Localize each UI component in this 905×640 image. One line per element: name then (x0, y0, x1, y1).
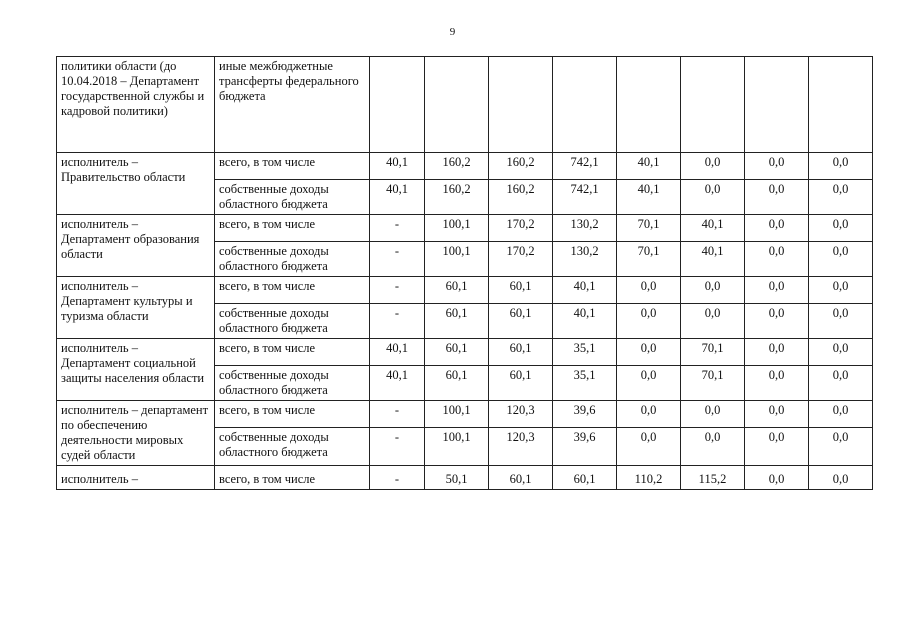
value-cell: 70,1 (681, 366, 745, 401)
table-row (57, 466, 873, 490)
value-cell: 60,1 (425, 366, 489, 401)
value-cell: 742,1 (553, 153, 617, 180)
source-cell: всего, в том числе (215, 153, 370, 180)
executor-cell: исполнитель – Департамент социальной защиты населения области (57, 339, 215, 401)
value-cell: 40,1 (370, 180, 425, 215)
value-cell: 40,1 (370, 339, 425, 366)
value-cell: 0,0 (809, 242, 873, 277)
value-cell: 0,0 (745, 428, 809, 466)
executor-cell: исполнитель – Департамент культуры и туризма области (57, 277, 215, 339)
value-cell: - (370, 242, 425, 277)
value-cell: 0,0 (617, 339, 681, 366)
value-cell: 160,2 (425, 153, 489, 180)
source-cell: всего, в том числе (215, 215, 370, 242)
value-cell: 0,0 (745, 215, 809, 242)
source-cell: всего, в том числе (215, 466, 370, 490)
value-cell (553, 57, 617, 153)
value-cell: 0,0 (745, 277, 809, 304)
value-cell: 60,1 (489, 304, 553, 339)
value-cell: 0,0 (617, 304, 681, 339)
value-cell: 110,2 (617, 466, 681, 490)
value-cell: 0,0 (681, 304, 745, 339)
source-cell: всего, в том числе (215, 339, 370, 366)
table-row (57, 277, 873, 304)
value-cell: 40,1 (681, 242, 745, 277)
value-cell: 130,2 (553, 215, 617, 242)
source-cell: собственные доходы областного бюджета (215, 180, 370, 215)
value-cell: 170,2 (489, 242, 553, 277)
value-cell: 0,0 (617, 277, 681, 304)
value-cell: 0,0 (745, 339, 809, 366)
value-cell: 0,0 (617, 366, 681, 401)
value-cell: 160,2 (489, 180, 553, 215)
value-cell: 0,0 (681, 180, 745, 215)
value-cell: 39,6 (553, 428, 617, 466)
value-cell: 70,1 (617, 215, 681, 242)
value-cell: 120,3 (489, 428, 553, 466)
value-cell: 0,0 (681, 401, 745, 428)
value-cell: 0,0 (809, 277, 873, 304)
table-row (57, 57, 873, 153)
value-cell (809, 57, 873, 153)
value-cell: 0,0 (745, 304, 809, 339)
value-cell: 60,1 (425, 339, 489, 366)
source-cell: собственные доходы областного бюджета (215, 242, 370, 277)
page-number: 9 (449, 26, 456, 38)
value-cell: 40,1 (617, 180, 681, 215)
value-cell: 120,3 (489, 401, 553, 428)
source-cell: собственные доходы областного бюджета (215, 304, 370, 339)
value-cell: 60,1 (489, 366, 553, 401)
value-cell: 0,0 (809, 304, 873, 339)
value-cell: 0,0 (617, 401, 681, 428)
value-cell: 39,6 (553, 401, 617, 428)
value-cell: - (370, 304, 425, 339)
value-cell: 0,0 (809, 401, 873, 428)
value-cell: 0,0 (745, 180, 809, 215)
source-cell: собственные доходы областного бюджета (215, 366, 370, 401)
value-cell: 0,0 (745, 466, 809, 490)
value-cell: 40,1 (553, 304, 617, 339)
value-cell: 0,0 (809, 466, 873, 490)
value-cell: 40,1 (370, 366, 425, 401)
value-cell: 130,2 (553, 242, 617, 277)
table-row (57, 401, 873, 428)
value-cell: 0,0 (809, 339, 873, 366)
value-cell: 70,1 (617, 242, 681, 277)
executor-cell: исполнитель – департамент по обеспечению деятельности мировых судей области (57, 401, 215, 466)
value-cell: - (370, 277, 425, 304)
value-cell (681, 57, 745, 153)
value-cell: - (370, 428, 425, 466)
value-cell: 40,1 (681, 215, 745, 242)
source-cell: всего, в том числе (215, 277, 370, 304)
value-cell: 115,2 (681, 466, 745, 490)
executor-cell: политики области (до 10.04.2018 – Департамент государственной службы и кадровой политики) (57, 57, 215, 153)
budget-table (56, 56, 873, 490)
value-cell: - (370, 215, 425, 242)
value-cell: 0,0 (745, 242, 809, 277)
table-row (57, 339, 873, 366)
value-cell: 0,0 (745, 401, 809, 428)
value-cell (489, 57, 553, 153)
value-cell: 60,1 (553, 466, 617, 490)
value-cell: - (370, 401, 425, 428)
table-row (57, 153, 873, 180)
value-cell: 60,1 (425, 277, 489, 304)
value-cell: 60,1 (489, 339, 553, 366)
executor-cell: исполнитель – Правительство области (57, 153, 215, 215)
value-cell: 35,1 (553, 366, 617, 401)
value-cell (370, 57, 425, 153)
value-cell: 100,1 (425, 401, 489, 428)
value-cell: 40,1 (553, 277, 617, 304)
value-cell: - (370, 466, 425, 490)
value-cell: 160,2 (489, 153, 553, 180)
source-cell: иные межбюджетные трансферты федерального бюджета (215, 57, 370, 153)
value-cell: 170,2 (489, 215, 553, 242)
value-cell: 0,0 (809, 428, 873, 466)
value-cell: 0,0 (809, 180, 873, 215)
value-cell: 0,0 (681, 153, 745, 180)
value-cell: 742,1 (553, 180, 617, 215)
value-cell: 100,1 (425, 215, 489, 242)
value-cell: 0,0 (809, 366, 873, 401)
value-cell: 50,1 (425, 466, 489, 490)
executor-cell: исполнитель – (57, 466, 215, 490)
value-cell: 60,1 (489, 277, 553, 304)
source-cell: всего, в том числе (215, 401, 370, 428)
value-cell: 100,1 (425, 428, 489, 466)
table-row (57, 215, 873, 242)
value-cell: 60,1 (425, 304, 489, 339)
value-cell (425, 57, 489, 153)
value-cell: 0,0 (809, 215, 873, 242)
source-cell: собственные доходы областного бюджета (215, 428, 370, 466)
value-cell: 70,1 (681, 339, 745, 366)
value-cell: 100,1 (425, 242, 489, 277)
value-cell: 60,1 (489, 466, 553, 490)
value-cell: 160,2 (425, 180, 489, 215)
value-cell: 40,1 (370, 153, 425, 180)
value-cell: 0,0 (809, 153, 873, 180)
value-cell: 0,0 (681, 428, 745, 466)
value-cell: 0,0 (617, 428, 681, 466)
value-cell (617, 57, 681, 153)
executor-cell: исполнитель – Департамент образования области (57, 215, 215, 277)
value-cell: 35,1 (553, 339, 617, 366)
value-cell: 0,0 (745, 153, 809, 180)
value-cell: 40,1 (617, 153, 681, 180)
value-cell: 0,0 (681, 277, 745, 304)
value-cell: 0,0 (745, 366, 809, 401)
value-cell (745, 57, 809, 153)
